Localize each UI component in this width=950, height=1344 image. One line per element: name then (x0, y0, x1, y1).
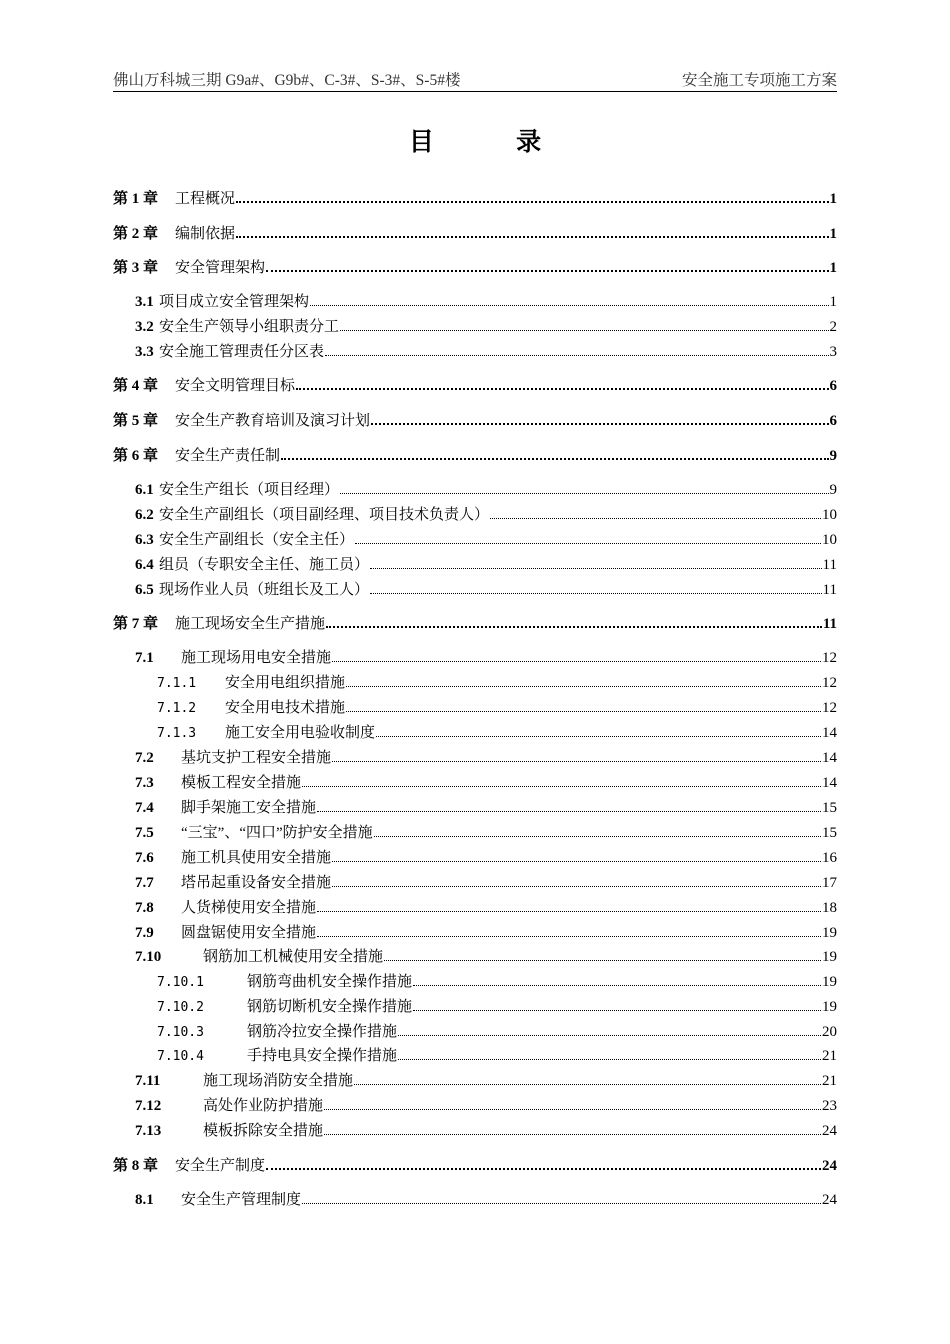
toc-entry-label: 组员（专职安全主任、施工员） (159, 557, 370, 573)
toc-dot-leader (317, 936, 821, 937)
toc-dot-leader (370, 593, 822, 594)
toc-section-entry[interactable] (135, 947, 837, 967)
toc-section-entry[interactable] (135, 848, 837, 868)
toc-entry-label: 钢筋弯曲机安全操作措施 (247, 974, 413, 990)
toc-section-entry[interactable] (157, 972, 837, 992)
toc-section-entry[interactable] (157, 1046, 837, 1066)
toc-page-number: 6 (829, 378, 837, 394)
toc-entry-label: 圆盘锯使用安全措施 (181, 925, 317, 941)
toc-page-number: 11 (822, 616, 837, 632)
toc-page-number: 12 (822, 700, 837, 716)
toc-section-entry[interactable] (135, 898, 837, 918)
toc-entry-number: 6.5 (135, 582, 154, 598)
toc-entry-label: 安全用电技术措施 (225, 700, 346, 716)
toc-dot-leader (266, 270, 828, 272)
header-document-title: 安全施工专项施工方案 (681, 72, 837, 89)
toc-dot-leader (266, 1168, 821, 1170)
toc-entry-number: 第 6 章 (113, 448, 159, 464)
toc-page-number: 1 (829, 226, 837, 242)
toc-entry-number: 7.10.2 (157, 1000, 204, 1015)
toc-entry-label: 人货梯使用安全措施 (181, 900, 317, 916)
toc-dot-leader (346, 711, 821, 712)
toc-entry-number: 第 4 章 (113, 378, 159, 394)
toc-dot-leader (325, 355, 828, 356)
toc-section-entry[interactable] (135, 648, 837, 668)
toc-section-entry[interactable] (135, 555, 837, 575)
toc-entry-label: 基坑支护工程安全措施 (181, 750, 332, 766)
toc-dot-leader (324, 1134, 821, 1135)
toc-entry-label: 安全生产副组长（项目副经理、项目技术负责人） (159, 507, 490, 523)
toc-dot-leader (346, 686, 821, 687)
toc-entry-label: 安全生产责任制 (175, 448, 281, 464)
toc-entry-label: 安全生产领导小组职责分工 (159, 319, 340, 335)
toc-page-number: 19 (822, 999, 837, 1015)
toc-dot-leader (340, 493, 828, 494)
toc-section-entry[interactable] (135, 580, 837, 600)
toc-page-number: 12 (822, 650, 837, 666)
toc-entry-label: 模板拆除安全措施 (203, 1123, 324, 1139)
toc-dot-leader (340, 330, 828, 331)
toc-dot-leader (236, 236, 828, 238)
toc-dot-leader (490, 518, 821, 519)
toc-entry-label: “三宝”、“四口”防护安全措施 (181, 825, 373, 841)
toc-page-number: 14 (822, 725, 837, 741)
toc-section-entry[interactable] (135, 873, 837, 893)
toc-page-number: 15 (822, 800, 837, 816)
toc-entry-number: 3.3 (135, 344, 154, 360)
toc-page-number: 21 (822, 1073, 837, 1089)
toc-dot-leader (370, 568, 822, 569)
toc-entry-number: 7.8 (135, 900, 154, 916)
toc-entry-label: 塔吊起重设备安全措施 (181, 875, 332, 891)
toc-entry-number: 7.6 (135, 850, 154, 866)
toc-entry-number: 6.4 (135, 557, 154, 573)
toc-entry-label: 编制依据 (175, 226, 236, 242)
toc-page-number: 1 (829, 294, 837, 310)
toc-entry-number: 6.3 (135, 532, 154, 548)
toc-dot-leader (236, 201, 828, 203)
toc-section-entry[interactable] (135, 292, 837, 312)
toc-entry-number: 7.3 (135, 775, 154, 791)
toc-page-number: 20 (822, 1024, 837, 1040)
toc-entry-label: 模板工程安全措施 (181, 775, 302, 791)
toc-entry-number: 7.1 (135, 650, 154, 666)
toc-section-entry[interactable] (135, 505, 837, 525)
toc-dot-leader (281, 458, 828, 460)
toc-page-number: 24 (822, 1192, 837, 1208)
toc-page-number: 11 (822, 582, 837, 598)
toc-entry-number: 7.1.1 (157, 676, 197, 691)
toc-entry-number: 7.1.2 (157, 701, 197, 716)
toc-entry-label: 项目成立安全管理架构 (159, 294, 310, 310)
toc-entry-label: 安全用电组织措施 (225, 675, 346, 691)
toc-dot-leader (302, 786, 821, 787)
toc-dot-leader (310, 305, 828, 306)
toc-dot-leader (413, 1010, 821, 1011)
toc-chapter-entry[interactable] (113, 411, 837, 431)
toc-dot-leader (332, 886, 821, 887)
toc-entry-number: 第 2 章 (113, 226, 159, 242)
toc-dot-leader (332, 761, 821, 762)
toc-dot-leader (376, 736, 821, 737)
toc-entry-label: 安全生产制度 (175, 1158, 266, 1174)
toc-dot-leader (354, 1084, 821, 1085)
toc-entry-label: 工程概况 (175, 191, 236, 207)
toc-dot-leader (374, 836, 821, 837)
toc-entry-number: 7.10.1 (157, 975, 204, 990)
toc-page-number: 15 (822, 825, 837, 841)
toc-page-number: 3 (829, 344, 837, 360)
toc-section-entry[interactable] (135, 480, 837, 500)
toc-section-entry[interactable] (135, 923, 837, 943)
toc-chapter-entry[interactable] (113, 189, 837, 209)
toc-page-number: 2 (829, 319, 837, 335)
toc-page-number: 11 (822, 557, 837, 573)
toc-entry-number: 7.5 (135, 825, 154, 841)
toc-entry-label: 施工现场消防安全措施 (203, 1073, 354, 1089)
toc-page-number: 10 (822, 507, 837, 523)
header-project-title: 佛山万科城三期 G9a#、G9b#、C-3#、S-3#、S-5#楼 (113, 72, 461, 89)
toc-entry-number: 7.10.3 (157, 1025, 204, 1040)
toc-chapter-entry[interactable] (113, 376, 837, 396)
toc-entry-number: 第 7 章 (113, 616, 159, 632)
toc-chapter-entry[interactable] (113, 614, 837, 634)
toc-section-entry[interactable] (135, 317, 837, 337)
toc-entry-label: 手持电具安全操作措施 (247, 1048, 398, 1064)
toc-entry-label: 钢筋加工机械使用安全措施 (203, 949, 384, 965)
toc-page-number: 9 (829, 482, 837, 498)
toc-section-entry[interactable] (135, 773, 837, 793)
toc-entry-label: 安全生产副组长（安全主任） (159, 532, 355, 548)
toc-entry-label: 钢筋冷拉安全操作措施 (247, 1024, 398, 1040)
toc-entry-number: 第 5 章 (113, 413, 159, 429)
toc-dot-leader (332, 661, 821, 662)
toc-page-number: 1 (829, 260, 837, 276)
toc-entry-label: 施工现场安全生产措施 (175, 616, 326, 632)
toc-dot-leader (317, 911, 821, 912)
toc-dot-leader (332, 861, 821, 862)
toc-entry-number: 3.2 (135, 319, 154, 335)
toc-entry-number: 7.2 (135, 750, 154, 766)
toc-entry-number: 7.10 (135, 949, 162, 965)
toc-entry-number: 7.10.4 (157, 1049, 204, 1064)
toc-page-number: 14 (822, 750, 837, 766)
toc-section-entry[interactable] (135, 748, 837, 768)
toc-entry-label: 安全生产教育培训及演习计划 (175, 413, 371, 429)
toc-entry-label: 安全施工管理责任分区表 (159, 344, 325, 360)
toc-page-number: 17 (822, 875, 837, 891)
toc-dot-leader (398, 1059, 821, 1060)
toc-page-number: 6 (829, 413, 837, 429)
toc-entry-number: 7.9 (135, 925, 154, 941)
toc-section-entry[interactable] (157, 698, 837, 718)
toc-entry-number: 3.1 (135, 294, 154, 310)
toc-page-number: 10 (822, 532, 837, 548)
toc-page-number: 19 (822, 949, 837, 965)
toc-chapter-entry[interactable] (113, 1156, 837, 1176)
toc-dot-leader (296, 388, 828, 390)
toc-section-entry[interactable] (135, 823, 837, 843)
toc-entry-number: 7.1.3 (157, 726, 197, 741)
toc-chapter-entry[interactable] (113, 258, 837, 278)
toc-dot-leader (355, 543, 821, 544)
toc-entry-number: 7.4 (135, 800, 154, 816)
toc-section-entry[interactable] (157, 1022, 837, 1042)
toc-section-entry[interactable] (135, 1121, 837, 1141)
toc-page-number: 23 (822, 1098, 837, 1114)
toc-entry-label: 高处作业防护措施 (203, 1098, 324, 1114)
toc-dot-leader (413, 985, 821, 986)
toc-page-number: 9 (829, 448, 837, 464)
toc-dot-leader (326, 626, 822, 628)
toc-section-entry[interactable] (135, 1190, 837, 1210)
toc-page-number: 21 (822, 1048, 837, 1064)
toc-chapter-entry[interactable] (113, 446, 837, 466)
toc-entry-number: 第 3 章 (113, 260, 159, 276)
toc-section-entry[interactable] (135, 530, 837, 550)
toc-page-number: 14 (822, 775, 837, 791)
toc-entry-label: 钢筋切断机安全操作措施 (247, 999, 413, 1015)
toc-page-number: 24 (822, 1123, 837, 1139)
toc-section-entry[interactable] (157, 673, 837, 693)
toc-section-entry[interactable] (157, 723, 837, 743)
toc-page-number: 18 (822, 900, 837, 916)
toc-entry-label: 施工机具使用安全措施 (181, 850, 332, 866)
toc-page-number: 12 (822, 675, 837, 691)
toc-page-number: 19 (822, 974, 837, 990)
toc-entry-number: 第 8 章 (113, 1158, 159, 1174)
toc-page-number: 19 (822, 925, 837, 941)
toc-entry-label: 脚手架施工安全措施 (181, 800, 317, 816)
toc-dot-leader (371, 423, 828, 425)
toc-dot-leader (324, 1109, 821, 1110)
toc-entry-number: 7.7 (135, 875, 154, 891)
toc-dot-leader (384, 960, 821, 961)
toc-section-entry[interactable] (135, 798, 837, 818)
toc-entry-label: 现场作业人员（班组长及工人） (159, 582, 370, 598)
toc-dot-leader (317, 811, 821, 812)
toc-page-number: 16 (822, 850, 837, 866)
toc-title: 目 录 (408, 129, 580, 156)
toc-page-number: 24 (822, 1158, 837, 1174)
toc-page-number: 1 (829, 191, 837, 207)
toc-entry-label: 安全管理架构 (175, 260, 266, 276)
toc-entry-label: 安全生产管理制度 (181, 1192, 302, 1208)
toc-dot-leader (302, 1203, 821, 1204)
toc-entry-number: 7.12 (135, 1098, 162, 1114)
toc-entry-number: 7.13 (135, 1123, 162, 1139)
toc-chapter-entry[interactable] (113, 224, 837, 244)
toc-dot-leader (398, 1035, 821, 1036)
toc-entry-number: 6.2 (135, 507, 154, 523)
toc-entry-number: 7.11 (135, 1073, 161, 1089)
toc-entry-label: 安全文明管理目标 (175, 378, 296, 394)
toc-section-entry[interactable] (135, 342, 837, 362)
toc-entry-label: 施工现场用电安全措施 (181, 650, 332, 666)
toc-entry-label: 安全生产组长（项目经理） (159, 482, 340, 498)
toc-entry-number: 6.1 (135, 482, 154, 498)
toc-entry-label: 施工安全用电验收制度 (225, 725, 376, 741)
toc-section-entry[interactable] (157, 997, 837, 1017)
toc-entry-number: 第 1 章 (113, 191, 159, 207)
toc-entry-number: 8.1 (135, 1192, 154, 1208)
toc-section-entry[interactable] (135, 1096, 837, 1116)
toc-section-entry[interactable] (135, 1071, 837, 1091)
page-header (113, 66, 837, 92)
